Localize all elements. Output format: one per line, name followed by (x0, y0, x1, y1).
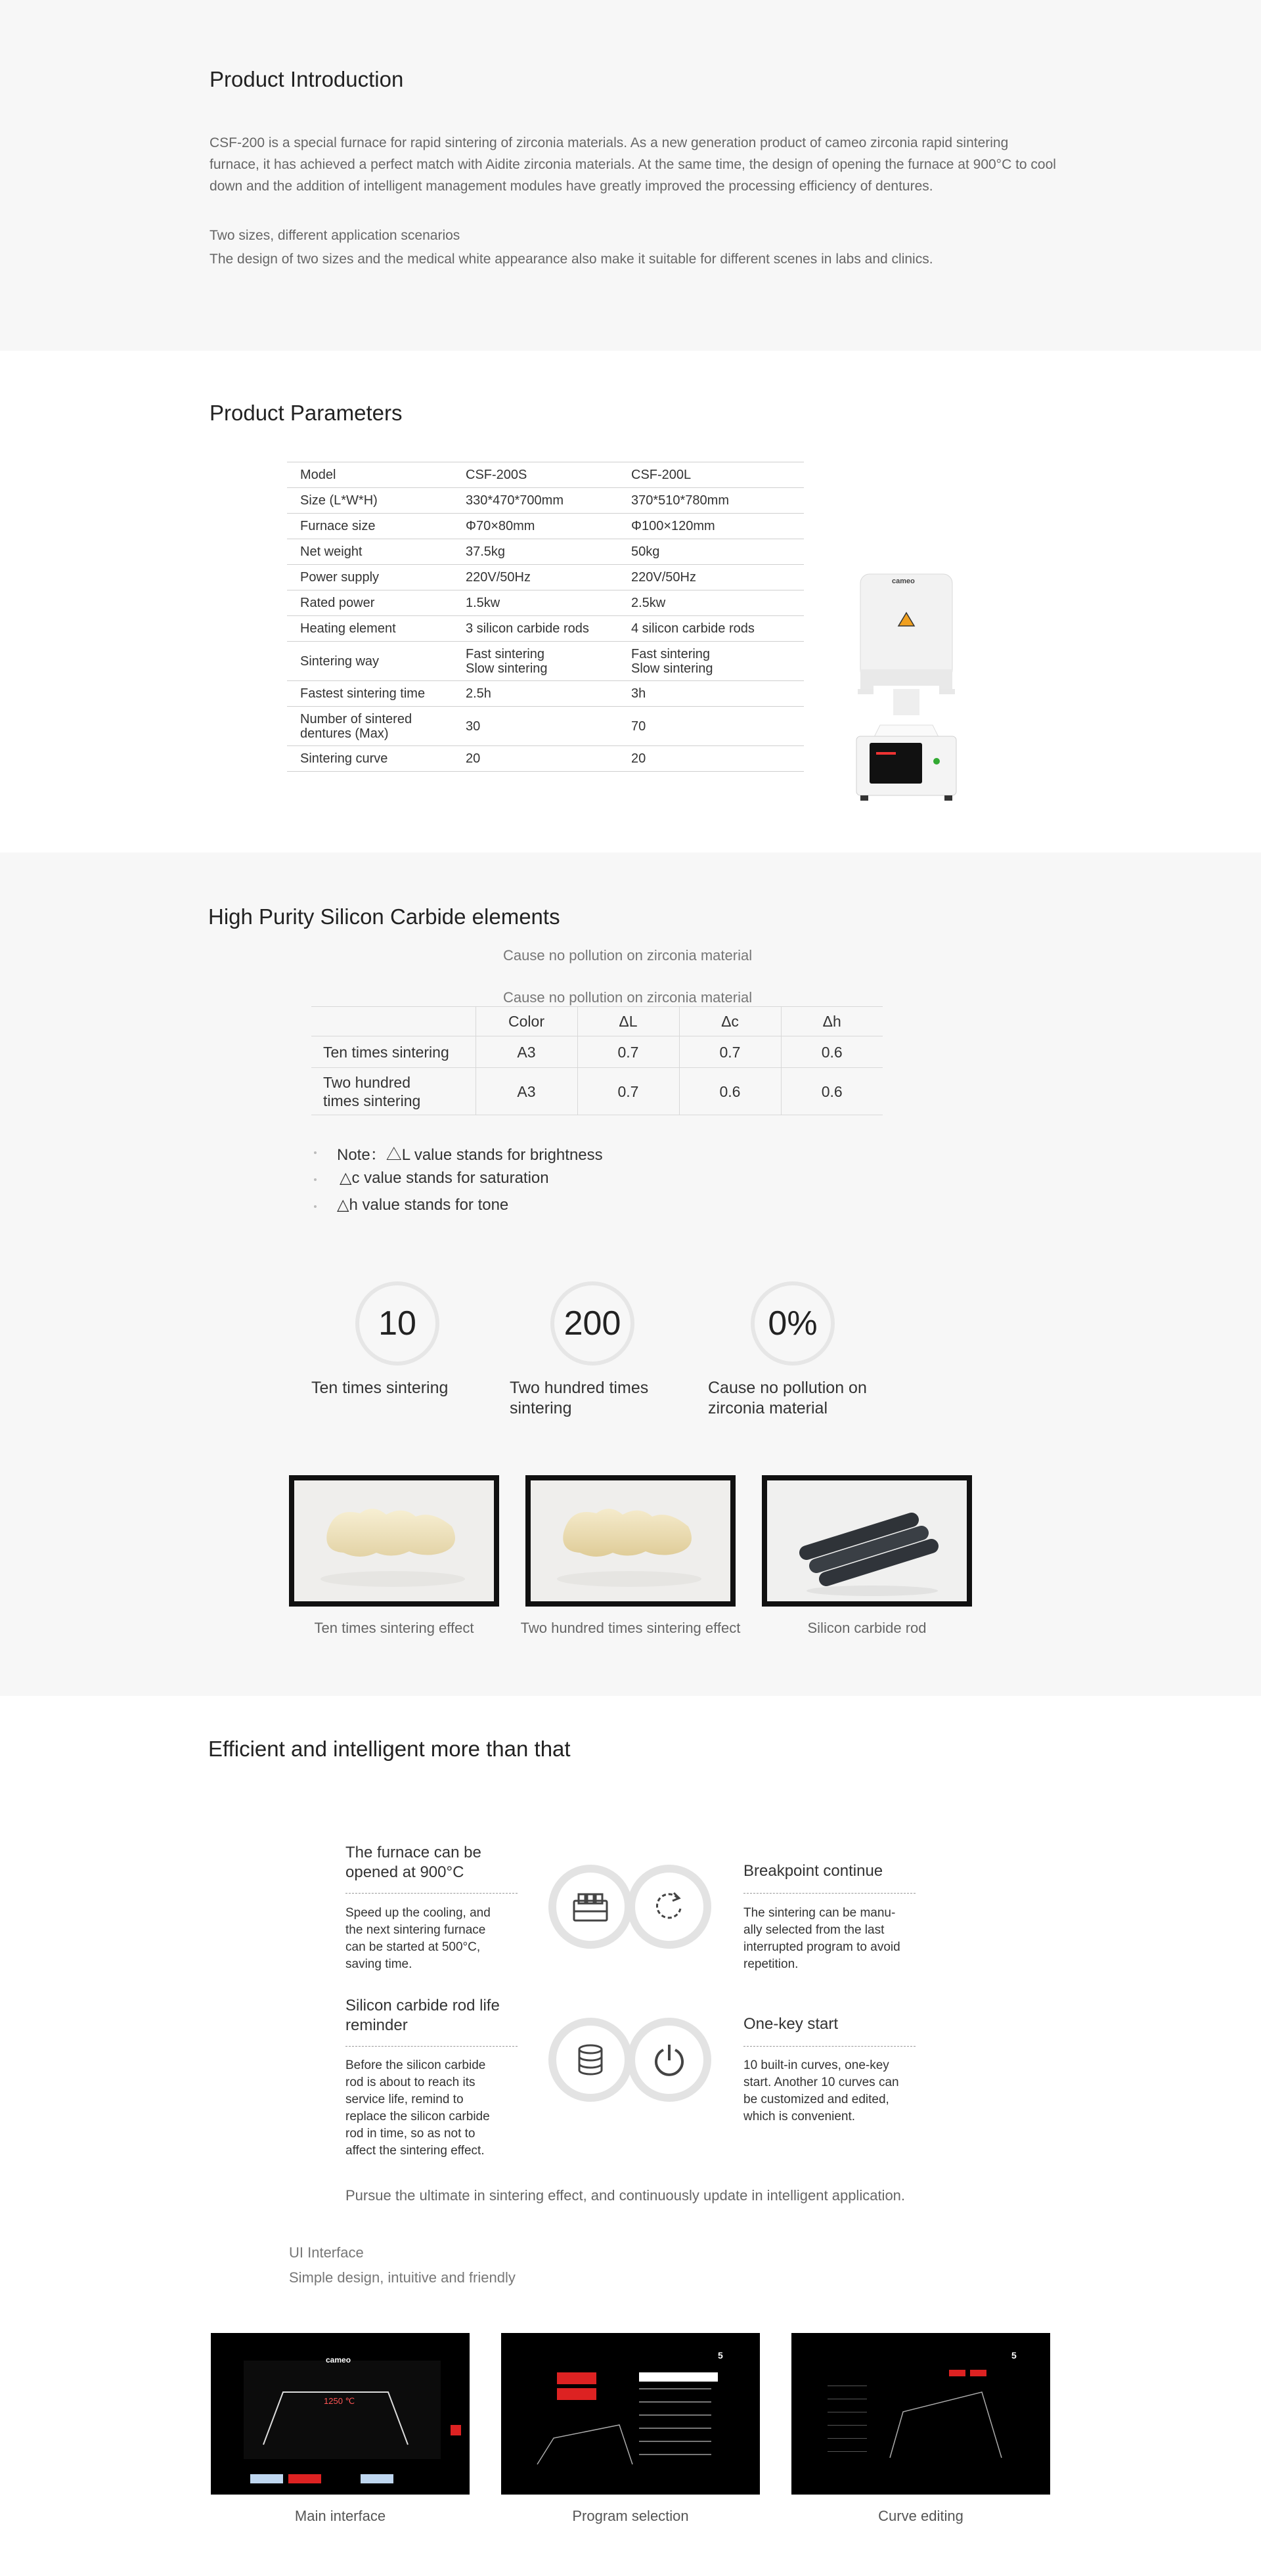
silicon-carbide-rod-photo (762, 1475, 972, 1607)
section-title: Product Parameters (210, 401, 403, 425)
param-value-s: 3 silicon carbide rods (453, 616, 618, 642)
cell: 0.6 (781, 1068, 883, 1115)
main-interface-screenshot (211, 2333, 470, 2495)
feature-desc-line: replace the silicon carbide (345, 2110, 490, 2123)
param-value-l: 370*510*780mm (618, 488, 804, 514)
param-line: Number of sintered (300, 711, 412, 726)
feature-title: opened at 900°C (345, 1863, 464, 1881)
section-title: Efficient and intelligent more than that (208, 1737, 571, 1761)
silicon-carbide-section (0, 853, 1261, 1696)
feature-desc-line: which is convenient. (743, 2110, 856, 2123)
cell: A3 (476, 1036, 577, 1068)
feature-desc-line: can be started at 500°C, (345, 1940, 481, 1954)
purity-subtitle: Cause no pollution on zirconia material (503, 947, 753, 964)
param-value-s: 37.5kg (453, 539, 618, 565)
program-selection-screenshot (501, 2333, 760, 2495)
table-row (287, 681, 804, 707)
divider (345, 1893, 518, 1894)
divider (743, 2046, 916, 2047)
stat-caption: Ten times sintering (311, 1379, 449, 1397)
param-line: Slow sintering (466, 661, 548, 676)
stat-caption: zirconia material (708, 1399, 828, 1417)
param-line: dentures (Max) (300, 726, 389, 741)
section-title: High Purity Silicon Carbide elements (208, 904, 560, 929)
purity-table-wrap (311, 1006, 883, 1115)
param-value-s: 220V/50Hz (453, 565, 618, 590)
header-cell (311, 1007, 476, 1036)
param-line: Fast sintering (466, 646, 545, 661)
screen-brand: cameo (326, 2355, 351, 2365)
parameters-table (287, 462, 804, 772)
device-brand-text: cameo (892, 577, 915, 585)
cell: 0.7 (577, 1036, 679, 1068)
row-label-line: times sintering (323, 1092, 421, 1109)
param-value-s: 20 (453, 746, 618, 772)
param-label: Furnace size (287, 514, 453, 539)
table-caption: Cause no pollution on zirconia material (503, 989, 753, 1006)
intro-paragraph-2: The design of two sizes and the medical white appearance also make it suitable for different scenes in labs and clinics. (210, 252, 933, 267)
breakpoint-refresh-icon (627, 1865, 711, 1949)
note-line: △h value stands for tone (337, 1196, 509, 1214)
cell: 0.6 (781, 1036, 883, 1068)
feature-desc-line: the next sintering furnace (345, 1923, 486, 1937)
features-section (0, 1696, 1261, 2576)
rod-reminder-icon (548, 2018, 632, 2102)
stat-ring: 0% (751, 1281, 835, 1366)
param-label: Model (287, 462, 453, 488)
screen-number: 5 (1011, 2350, 1017, 2361)
feature-desc-line: saving time. (345, 1957, 412, 1971)
feature-title: Breakpoint continue (743, 1862, 883, 1880)
param-value-l: 3h (618, 681, 804, 707)
param-value-l: 70 (618, 707, 804, 746)
feature-desc-line: Before the silicon carbide (345, 2058, 486, 2072)
purity-table (311, 1006, 883, 1115)
table-row (287, 488, 804, 514)
curve-editing-screenshot (791, 2333, 1050, 2495)
param-label: Power supply (287, 565, 453, 590)
table-row (287, 746, 804, 772)
feature-desc-line: affect the sintering effect. (345, 2144, 485, 2158)
product-introduction-section (0, 0, 1261, 351)
table-row (287, 514, 804, 539)
param-value-l: CSF-200L (618, 462, 804, 488)
table-row (287, 616, 804, 642)
table-header-row (311, 1007, 883, 1036)
bullet (314, 1178, 317, 1181)
param-value-l: 220V/50Hz (618, 565, 804, 590)
note-line: Note：△L value stands for brightness (337, 1146, 603, 1164)
feature-desc-line: rod is about to reach its (345, 2076, 476, 2089)
cell: 0.7 (577, 1068, 679, 1115)
screenshot-caption: Curve editing (878, 2508, 963, 2524)
param-value-s: 30 (453, 707, 618, 746)
row-label (311, 1068, 476, 1115)
two-hundred-times-sintering-photo (525, 1475, 736, 1607)
header-cell: Color (476, 1007, 577, 1036)
feature-desc-line: ally selected from the last (743, 1923, 885, 1937)
parameters-table-wrap (287, 462, 804, 772)
param-value-l: 2.5kw (618, 590, 804, 616)
param-value-s: Φ70×80mm (453, 514, 618, 539)
furnace-open-icon (548, 1865, 632, 1949)
note-line: △c value stands for saturation (340, 1169, 549, 1187)
photo-caption: Silicon carbide rod (807, 1620, 927, 1636)
table-row (287, 642, 804, 681)
param-label: Fastest sintering time (287, 681, 453, 707)
table-row (287, 565, 804, 590)
feature-desc-line: be customized and edited, (743, 2093, 889, 2106)
table-row (287, 707, 804, 746)
cell: 0.6 (679, 1068, 781, 1115)
feature-title: reminder (345, 2016, 408, 2034)
stat-ring: 10 (355, 1281, 439, 1366)
param-label (287, 707, 453, 746)
screenshot-caption: Main interface (294, 2508, 386, 2524)
product-parameters-section (0, 351, 1261, 853)
power-button-icon (627, 2018, 711, 2102)
ui-interface-label: UI Interface (289, 2244, 364, 2261)
ui-interface-subtitle: Simple design, intuitive and friendly (289, 2269, 516, 2286)
cell: 0.7 (679, 1036, 781, 1068)
feature-desc-line: service life, remind to (345, 2093, 464, 2106)
stat-ring: 200 (550, 1281, 634, 1366)
intro-subheading: Two sizes, different application scenarios (210, 228, 460, 243)
feature-title: The furnace can be (345, 1844, 481, 1861)
feature-desc-line: start. Another 10 curves can (743, 2076, 899, 2089)
feature-title: Silicon carbide rod life (345, 1997, 500, 2014)
param-value-l: 20 (618, 746, 804, 772)
feature-title: One-key start (743, 2015, 839, 2033)
feature-desc-line: rod in time, so as not to (345, 2127, 476, 2141)
feature-desc-line: Speed up the cooling, and (345, 1906, 491, 1920)
stat-caption: Cause no pollution on (708, 1379, 867, 1397)
screenshot-caption: Program selection (572, 2508, 689, 2524)
header-cell: ΔL (577, 1007, 679, 1036)
feature-desc-line: interrupted program to avoid (743, 1940, 900, 1954)
param-value-s: CSF-200S (453, 462, 618, 488)
param-label: Net weight (287, 539, 453, 565)
param-value-s: 1.5kw (453, 590, 618, 616)
photo-caption: Two hundred times sintering effect (520, 1620, 741, 1636)
furnace-image (854, 571, 959, 804)
table-row (287, 462, 804, 488)
row-label: Ten times sintering (311, 1036, 476, 1068)
screen-number: 5 (718, 2350, 723, 2361)
divider (345, 2046, 518, 2047)
param-value-l: 50kg (618, 539, 804, 565)
section-title: Product Introduction (210, 67, 404, 91)
table-row (287, 539, 804, 565)
feature-desc-line: repetition. (743, 1957, 799, 1971)
param-value-l (618, 642, 804, 681)
table-row (311, 1036, 883, 1068)
header-cell: Δc (679, 1007, 781, 1036)
divider (743, 1893, 916, 1894)
param-value-l: 4 silicon carbide rods (618, 616, 804, 642)
param-value-s: 2.5h (453, 681, 618, 707)
param-label: Sintering way (287, 642, 453, 681)
table-row (287, 590, 804, 616)
table-row (311, 1068, 883, 1115)
intro-paragraph: CSF-200 is a special furnace for rapid sintering of zirconia materials. As a new generation product of cameo zirconia rapid sintering furnace, it has achieved a perfect match with Aidite zirconia materials. At the same time, the design of opening the furnace at 900°C to cool down and the addition of intelligent management modules have greatly improved the processing efficiency of dentures. (210, 135, 1056, 194)
param-value-s (453, 642, 618, 681)
feature-desc-line: The sintering can be manu- (743, 1906, 896, 1920)
feature-desc-line: 10 built-in curves, one-key (743, 2058, 889, 2072)
param-line: Slow sintering (631, 661, 713, 676)
param-label: Size (L*W*H) (287, 488, 453, 514)
header-cell: Δh (781, 1007, 883, 1036)
param-label: Heating element (287, 616, 453, 642)
param-value-l: Φ100×120mm (618, 514, 804, 539)
param-value-s: 330*470*700mm (453, 488, 618, 514)
screen-temperature: 1250 ℃ (324, 2396, 355, 2406)
ten-times-sintering-photo (289, 1475, 499, 1607)
bullet (314, 1151, 317, 1154)
stat-caption: Two hundred times (510, 1379, 649, 1397)
param-label: Rated power (287, 590, 453, 616)
photo-caption: Ten times sintering effect (314, 1620, 474, 1636)
stat-caption: sintering (510, 1399, 572, 1417)
bullet (314, 1205, 317, 1208)
row-label-line: Two hundred (323, 1073, 410, 1091)
cell: A3 (476, 1068, 577, 1115)
param-label: Sintering curve (287, 746, 453, 772)
tagline: Pursue the ultimate in sintering effect, and continuously update in intelligent application. (345, 2187, 906, 2204)
param-line: Fast sintering (631, 646, 711, 661)
